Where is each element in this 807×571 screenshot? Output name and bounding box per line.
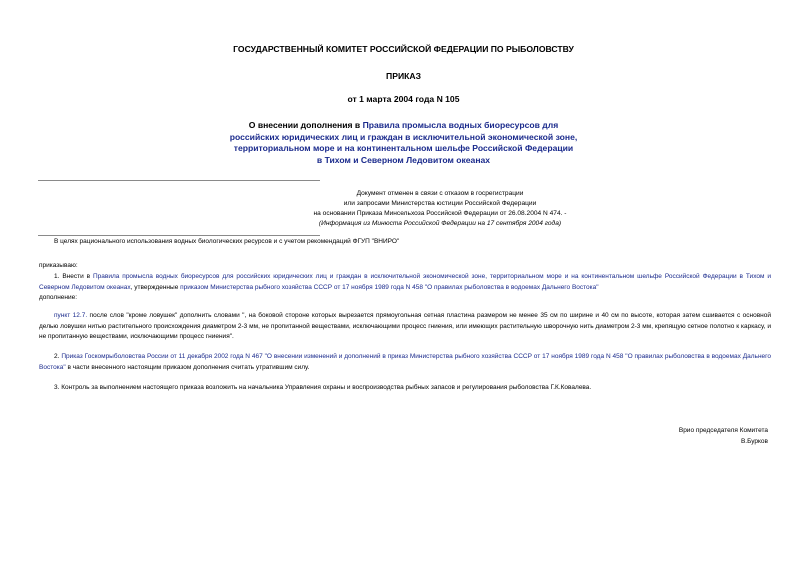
preamble: В целях рационального использования водных биологических ресурсов и с учетом рекомендаций ФГУП "ВНИРО" [54, 238, 400, 245]
clause-link[interactable]: пункт 12.7. [54, 312, 88, 319]
divider-bottom [38, 235, 320, 236]
signature-position: Врио председателя Комитета [678, 427, 768, 434]
note-line-4: (Информация из Минюста Российской Федерации на 17 сентября 2004 года) [318, 220, 562, 227]
item-2 [39, 352, 771, 373]
cancellation-note [230, 189, 650, 229]
title-rules-link[interactable]: Правила промысла водных биоресурсов для [362, 120, 559, 130]
signature-name: В.Бурков [740, 437, 768, 445]
title-prefix: О внесении дополнения в [248, 120, 363, 130]
committee-heading: ГОСУДАРСТВЕННЫЙ КОМИТЕТ РОССИЙСКОЙ ФЕДЕРАЦИИ ПО РЫБОЛОВСТВУ [233, 44, 574, 54]
item-2-end: в части внесенного настоящим приказом дополнения считать утратившим силу. [65, 363, 310, 371]
goskomryb-order-link[interactable]: Приказ Госкомрыболовства России от 11 декабря 2002 года N 467 "О внесении изменений и дополнений в приказ Министерства рыбного хозяйства СССР от 17 ноября 1989 года N 458 "О правилах рыболовства в водоемах Дальнего Востока" [39, 353, 771, 371]
item-1-start: 1. Внести в [54, 273, 93, 280]
document-type: ПРИКАЗ [386, 71, 421, 81]
divider-top [38, 180, 320, 181]
note-line-1: Документ отменен в связи с отказом в госрегистрации [356, 190, 524, 197]
signature-block [560, 426, 768, 447]
item-2-start: 2. [54, 353, 62, 360]
order-word: приказываю: [39, 262, 78, 269]
note-line-2: или запросами Министерства юстиции Российской Федерации [343, 200, 537, 207]
title-line-2[interactable]: российских юридических лиц и граждан в исключительной экономической зоне, [229, 131, 578, 142]
ministry-order-link[interactable]: приказом Министерства рыбного хозяйства СССР от 17 ноября 1989 года N 458 "О правилах рыболовства в водоемах Дальнего Востока" [180, 283, 599, 291]
item-1 [39, 272, 771, 304]
item-1-end: дополнение: [39, 294, 78, 302]
rules-link[interactable]: Правила промысла водных биоресурсов для российских юридических лиц и граждан в исключительной экономической зоне, территориальном море и на континентальном шельфе Российской Федерации в Тихом и Северном Ледовитом океанах [39, 273, 771, 291]
note-line-3: на основании Приказа Минсельхоза Российской Федерации от 26.08.2004 N 474. - [313, 210, 567, 217]
clause-text: после слов "кроме ловушек" дополнить словами ", на боковой стороне которых вырезается прямоугольная сетная пластина размером не менее 35 см по ширине и 40 см по высоте, которая затем сшивается с основной делью ловушки нитью растительного происхождения диаметром 2-3 мм, не пропитанной веществами, исключающими процесс гниения, или имеющих растительную шворочную нить диаметром 2-3 мм, крепящую сетное полотно к каркасу, и не пропитанную веществами, исключающими процесс гниения". [39, 312, 771, 341]
title-line-3[interactable]: территориальном море и на континентальном шельфе Российской Федерации [233, 143, 574, 153]
document-date-number: от 1 марта 2004 года N 105 [347, 94, 460, 104]
item-3: 3. Контроль за выполнением настоящего приказа возложить на начальника Управления охраны и воспроизводства рыбных запасов и регулирования рыболовства Г.К.Ковалева. [54, 384, 592, 391]
title-line-4[interactable]: в Тихом и Северном Ледовитом океанах [316, 154, 491, 165]
item-1-mid: , утвержденные [130, 283, 181, 291]
document-title [0, 120, 807, 166]
clause-12-7 [39, 311, 771, 343]
